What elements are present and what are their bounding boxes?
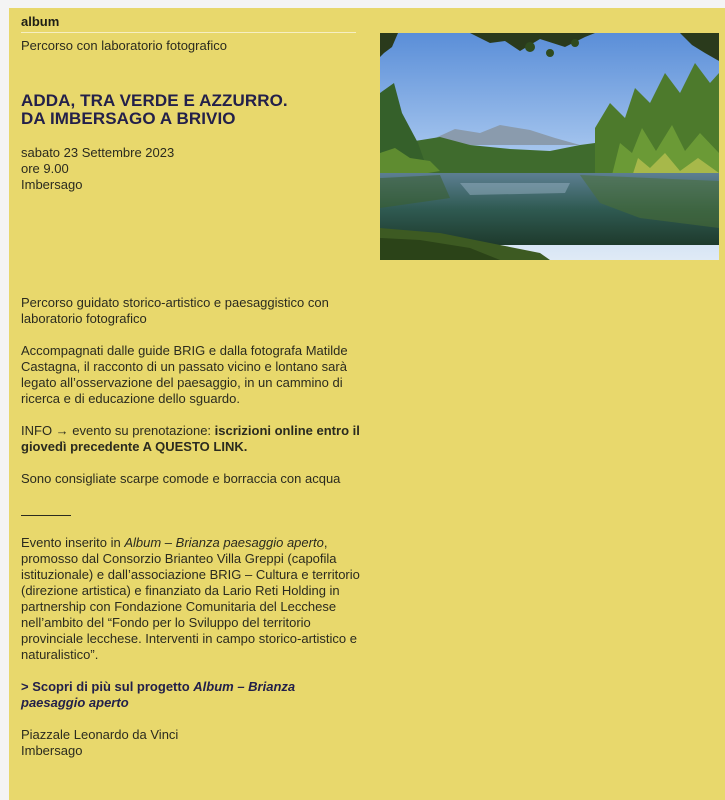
description-paragraph: Accompagnati dalle guide BRIG e dalla fotografa Matilde Castagna, il racconto di un passato vicino e lontano sarà legato all’osservazione del paesaggio, in un cammino di ricerca e di educazione dello sguardo. xyxy=(21,343,348,406)
more-project-link[interactable]: Album – Brianza paesaggio aperto xyxy=(21,679,296,710)
registration-link[interactable]: iscrizioni online entro il giovedì precedente A QUESTO LINK. xyxy=(21,423,360,454)
subtitle: Percorso con laboratorio fotografico xyxy=(21,38,227,53)
page-title-line-2: DA IMBERSAGO A BRIVIO xyxy=(21,109,236,128)
address-line-1: Piazzale Leonardo da Vinci xyxy=(21,727,179,742)
subtitle-block xyxy=(21,32,356,53)
advice-paragraph: Sono consigliate scarpe comode e borraccia con acqua xyxy=(21,471,341,486)
intro-paragraph: Percorso guidato storico-artistico e paesaggistico con laboratorio fotografico xyxy=(21,295,329,326)
info-paragraph xyxy=(21,423,361,455)
event-description xyxy=(21,295,361,775)
divider xyxy=(21,503,361,519)
project-after: , promosso dal Consorzio Brianteo Villa Greppi (capofila istituzionale) e dall’associazione BRIG – Cultura e territorio (direzione artistica) e finanziato da Lario Reti Holding in partnership con Fondazione Comunitaria del Lecchese nell’ambito del “Fondo per lo Sviluppo del territorio provinciale lecchese. Interventi in campo storico-artistico e naturalistico”. xyxy=(21,535,360,662)
page-title xyxy=(21,92,361,128)
page-title-line-1: ADDA, TRA VERDE E AZZURRO. xyxy=(21,91,288,110)
info-prefix: INFO → evento su prenotazione: xyxy=(21,423,215,438)
event-place: Imbersago xyxy=(21,177,83,192)
event-time: ore 9.00 xyxy=(21,161,69,176)
top-strip xyxy=(0,0,725,8)
project-name: Album – Brianza paesaggio aperto xyxy=(124,535,324,550)
address xyxy=(21,727,361,759)
project-before: Evento inserito in xyxy=(21,535,125,550)
event-photo xyxy=(380,33,719,260)
event-date: sabato 23 Settembre 2023 xyxy=(21,145,175,160)
section-label: album xyxy=(21,14,60,29)
left-strip xyxy=(0,0,9,800)
event-meta xyxy=(21,145,174,193)
more-paragraph[interactable] xyxy=(21,679,361,711)
project-paragraph xyxy=(21,535,361,663)
address-line-2: Imbersago xyxy=(21,743,83,758)
more-prefix[interactable]: > Scopri di più sul progetto xyxy=(21,679,194,694)
